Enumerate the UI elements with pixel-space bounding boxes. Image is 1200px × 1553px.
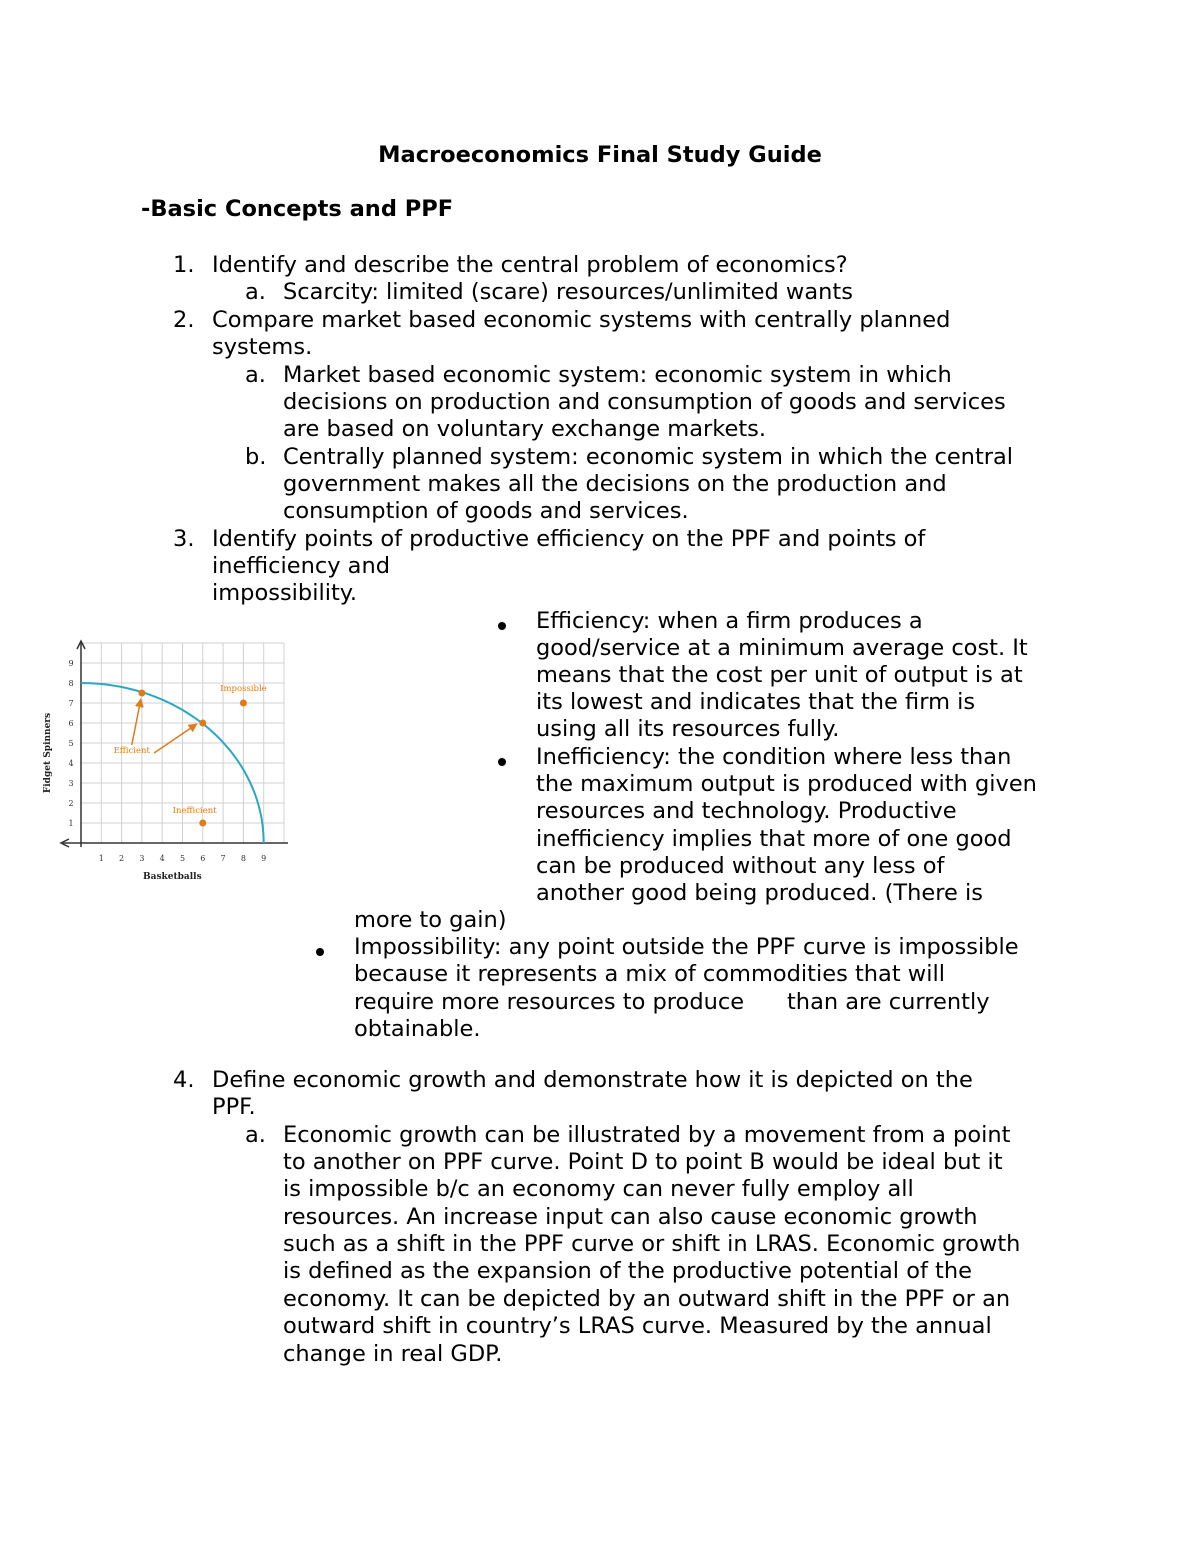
data-point-efficient — [199, 720, 206, 727]
annotation-label: Inefficient — [172, 806, 217, 816]
q4-a-line: is defined as the expansion of the productive potential of the — [283, 1258, 972, 1284]
y-tick-label: 2 — [68, 799, 74, 808]
y-axis-label: Fidget Spinners — [43, 712, 53, 794]
inefficiency-line: more to gain) — [354, 907, 507, 933]
inefficiency-line: resources and technology. Productive — [536, 798, 957, 824]
q4-a-marker: a. — [245, 1122, 266, 1148]
efficiency-line: Efficiency: when a firm produces a — [536, 608, 923, 634]
x-tick-label: 1 — [98, 854, 104, 863]
q3-text-line: impossibility. — [212, 580, 358, 606]
q2-text-line: Compare market based economic systems with centrally planned — [212, 307, 951, 333]
q2-a-line: are based on voluntary exchange markets. — [283, 416, 767, 442]
y-tick-label: 6 — [68, 719, 74, 728]
q4-text-line: Define economic growth and demonstrate how it is depicted on the — [212, 1067, 973, 1093]
page-title: Macroeconomics Final Study Guide — [378, 142, 822, 168]
q3-text-line: Identify points of productive efficiency on the PPF and points of — [212, 526, 926, 552]
q2-text-line: systems. — [212, 334, 313, 360]
x-tick-label: 7 — [220, 854, 226, 863]
q2-b-line: Centrally planned system: economic system in which the central — [283, 444, 1014, 470]
bullet-icon — [498, 622, 506, 630]
annotation-arrow — [132, 699, 141, 745]
annotation-label: Efficient — [113, 746, 150, 756]
q2-a-line: Market based economic system: economic system in which — [283, 362, 952, 388]
q1-a-text: Scarcity: limited (scare) resources/unlimited wants — [283, 279, 853, 305]
x-tick-label: 4 — [159, 854, 165, 863]
efficiency-line: using all its resources fully. — [536, 716, 840, 742]
inefficiency-line: inefficiency implies that more of one good — [536, 826, 1012, 852]
q4-a-line: outward shift in country’s LRAS curve. Measured by the annual — [283, 1313, 992, 1339]
impossibility-line: require more resources to produce than are currently — [354, 989, 990, 1015]
q1-a-marker: a. — [245, 279, 266, 305]
efficiency-line: means that the cost per unit of output is at — [536, 662, 1023, 688]
x-tick-label: 3 — [139, 854, 145, 863]
q3-text-line: inefficiency and — [212, 553, 391, 579]
q4-a-line: resources. An increase input can also cause economic growth — [283, 1204, 978, 1230]
y-tick-label: 1 — [68, 819, 74, 828]
x-tick-label: 9 — [261, 854, 267, 863]
section-heading: -Basic Concepts and PPF — [141, 196, 454, 222]
q4-a-line: such as a shift in the PPF curve or shift in LRAS. Economic growth — [283, 1231, 1021, 1257]
y-tick-label: 9 — [68, 659, 74, 668]
q1-text: Identify and describe the central problem of economics? — [212, 252, 848, 278]
q4-a-line: change in real GDP. — [283, 1341, 503, 1367]
x-axis-label: Basketballs — [143, 872, 202, 882]
y-tick-label: 4 — [68, 759, 74, 768]
inefficiency-line: can be produced without any less of — [536, 853, 945, 879]
annotation-arrow — [154, 724, 197, 753]
efficiency-line: good/service at a minimum average cost. It — [536, 635, 1028, 661]
x-tick-label: 8 — [240, 854, 246, 863]
q1-number: 1. — [173, 252, 195, 278]
q4-a-line: economy. It can be depicted by an outward shift in the PPF or an — [283, 1286, 1011, 1312]
y-tick-label: 8 — [68, 679, 74, 688]
q4-a-line: is impossible b/c an economy can never fully employ all — [283, 1176, 914, 1202]
impossibility-line: obtainable. — [354, 1016, 481, 1042]
data-point-efficient — [138, 690, 145, 697]
bullet-icon — [316, 948, 324, 956]
q4-number: 4. — [173, 1067, 195, 1093]
q2-number: 2. — [173, 307, 195, 333]
impossibility-line: Impossibility: any point outside the PPF curve is impossible — [354, 934, 1019, 960]
inefficiency-line: another good being produced. (There is — [536, 880, 983, 906]
ppf-chart — [38, 635, 288, 885]
y-tick-label: 7 — [68, 699, 74, 708]
bullet-icon — [498, 758, 506, 766]
q2-b-marker: b. — [245, 444, 267, 470]
data-point-inefficient — [199, 820, 206, 827]
efficiency-line: its lowest and indicates that the firm is — [536, 689, 976, 715]
q2-b-line: consumption of goods and services. — [283, 498, 689, 524]
q3-number: 3. — [173, 526, 195, 552]
x-tick-label: 6 — [200, 854, 206, 863]
annotation-label: Impossible — [220, 684, 267, 694]
x-tick-label: 5 — [179, 854, 186, 863]
q2-a-line: decisions on production and consumption of goods and services — [283, 389, 1006, 415]
inefficiency-line: Inefficiency: the condition where less than — [536, 744, 1012, 770]
q4-a-line: Economic growth can be illustrated by a movement from a point — [283, 1122, 1011, 1148]
q4-a-line: to another on PPF curve. Point D to point B would be ideal but it — [283, 1149, 1003, 1175]
y-tick-label: 5 — [68, 739, 74, 748]
data-point-impossible — [240, 700, 247, 707]
inefficiency-line: the maximum output is produced with given — [536, 771, 1037, 797]
x-tick-label: 2 — [119, 854, 125, 863]
q4-text-line: PPF. — [212, 1094, 256, 1120]
q2-b-line: government makes all the decisions on the production and — [283, 471, 947, 497]
y-tick-label: 3 — [68, 779, 74, 788]
q2-a-marker: a. — [245, 362, 266, 388]
impossibility-line: because it represents a mix of commodities that will — [354, 961, 945, 987]
